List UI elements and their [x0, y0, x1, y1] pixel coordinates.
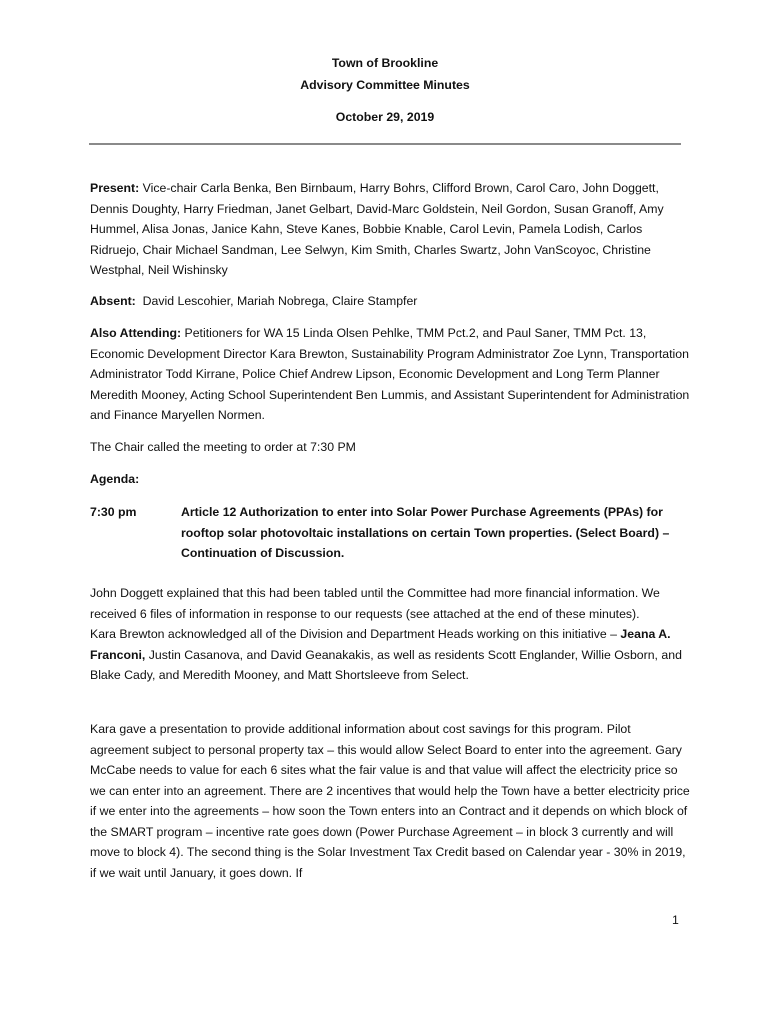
brewton-statement	[90, 624, 690, 686]
call-to-order: The Chair called the meeting to order at 7:30 PM	[90, 440, 356, 454]
agenda-label: Agenda:	[90, 472, 140, 486]
page-number: 1	[672, 913, 679, 927]
present-label: Present:	[90, 181, 140, 195]
agenda-time: 7:30 pm	[90, 505, 137, 519]
also-attending-list: Petitioners for WA 15 Linda Olsen Pehlke, TMM Pct.2, and Paul Saner, TMM Pct. 13, Economic Development Director Kara Brewton, Sustainability Program Administrator Zoe Lynn, Transportation Administrator Todd Kirrane, Police Chief Andrew Lipson, Economic Development and Long Term Planner Meredith Mooney, Acting School Superintendent Ben Lummis, and Assistant Superintendent for Administration and Finance Maryellen Normen.	[90, 326, 690, 422]
present-list: Vice-chair Carla Benka, Ben Birnbaum, Harry Bohrs, Clifford Brown, Carol Caro, John Doggett, Dennis Doughty, Harry Friedman, Janet Gelbart, David-Marc Goldstein, Neil Gordon, Susan Granoff, Amy Hummel, Alisa Jonas, Janice Kahn, Steve Kanes, Bobbie Knable, Carol Levin, Pamela Lodish, Carlos Ridruejo, Chair Michael Sandman, Lee Selwyn, Kim Smith, Charles Swartz, John VanScoyoc, Christine Westphal, Neil Wishinsky	[90, 181, 664, 277]
town-title: Town of Brookline	[331, 56, 439, 70]
committee-title: Advisory Committee Minutes	[300, 78, 470, 92]
doggett-statement: John Doggett explained that this had been tabled until the Committee had more financial information. We received 6 files of information in response to our requests (see attached at the end of these minutes).	[90, 586, 660, 621]
absent-section	[90, 291, 690, 312]
discussion-paragraph-2: Kara gave a presentation to provide additional information about cost savings for this program. Pilot agreement subject to personal property tax – this would allow Select Board to enter into the agreement. Gary McCabe needs to value for each 6 sites what the fair value is and that value will affect the electricity price so we can enter into an agreement. There are 2 incentives that would help the Town have a better electricity price if we enter into the agreements – how soon the Town enters into an Contract and it depends on which block of the SMART program – incentive rate goes down (Power Purchase Agreement – in block 3 currently and will move to block 4). The second thing is the Solar Investment Tax Credit based on Calendar year - 30% in 2019, if we wait until January, it goes down. If	[90, 722, 690, 880]
agenda-item: Article 12 Authorization to enter into Solar Power Purchase Agreements (PPAs) for rooftop solar photovoltaic installations on certain Town properties. (Select Board) – Continuation of Discussion.	[181, 505, 670, 560]
discussion-paragraph-1	[90, 583, 690, 686]
brewton-text-bold: Jeana A. Franconi,	[90, 627, 671, 662]
absent-list: David Lescohier, Mariah Nobrega, Claire Stampfer	[142, 294, 418, 308]
also-attending-label: Also Attending:	[90, 326, 182, 340]
header-divider	[89, 143, 681, 145]
present-section	[90, 178, 690, 281]
absent-label: Absent:	[90, 294, 136, 308]
brewton-text-end: Justin Casanova, and David Geanakakis, as well as residents Scott Englander, Willie Osborn, and Blake Cady, and Meredith Mooney, and Matt Shortsleeve from Select.	[90, 647, 682, 682]
brewton-text-start: Kara Brewton acknowledged all of the Division and Department Heads working on this initiative –	[90, 627, 621, 641]
also-attending-section	[90, 323, 690, 426]
meeting-date: October 29, 2019	[335, 110, 435, 124]
